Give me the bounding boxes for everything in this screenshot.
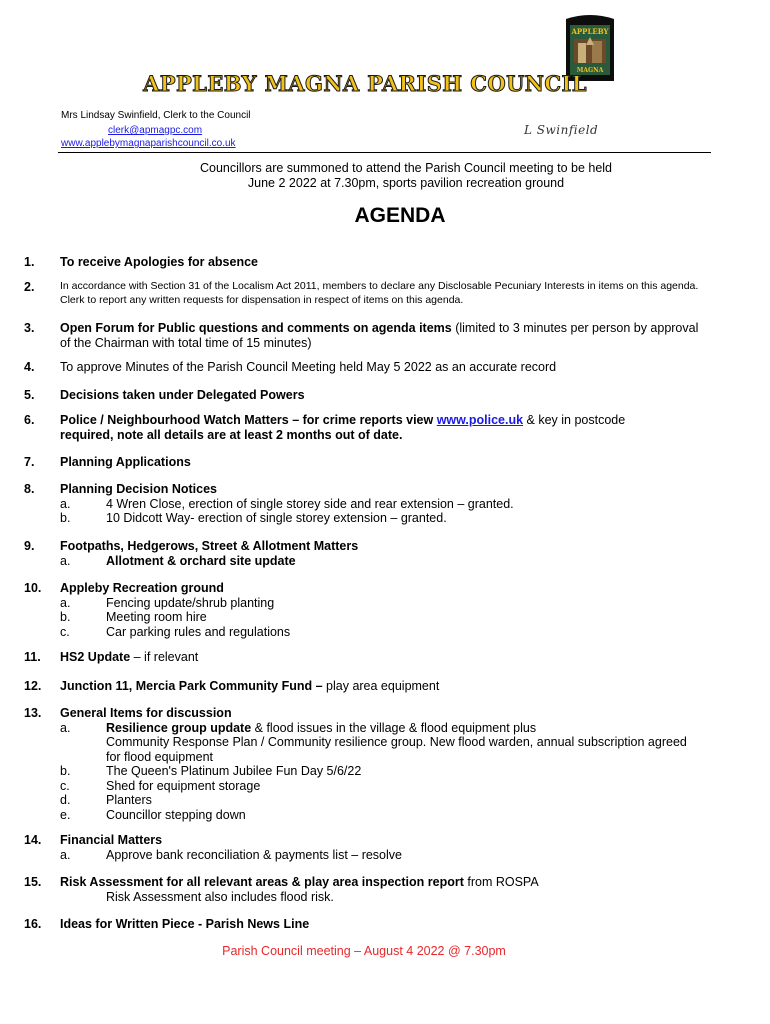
item-number: 13. xyxy=(24,706,42,720)
sub-letter: b. xyxy=(60,764,71,778)
item-bold-text: Open Forum for Public questions and comments on agenda items xyxy=(60,321,452,335)
item-bold-text: Risk Assessment for all relevant areas & play area inspection report xyxy=(60,875,464,889)
sub-letter: a. xyxy=(60,595,71,610)
council-title: APPLEBY MAGNA PARISH COUNCIL xyxy=(143,71,587,96)
summons-line-2: June 2 2022 at 7.30pm, sports pavilion recreation ground xyxy=(247,176,565,190)
item-rest-text: from ROSPA xyxy=(463,875,539,889)
sub-text: 10 Didcott Way- erection of single storey extension – granted. xyxy=(106,511,447,525)
sub-item xyxy=(60,596,704,611)
sub-item xyxy=(60,808,704,823)
sub-letter: a. xyxy=(60,720,71,735)
item-text xyxy=(60,413,704,442)
item-text xyxy=(60,321,704,350)
item-text xyxy=(60,650,704,665)
sub-text: Councillor stepping down xyxy=(106,807,246,822)
sub-letter: b. xyxy=(60,610,71,624)
sub-item xyxy=(60,610,704,625)
sub-text-continued: Community Response Plan / Community resilience group. New flood warden, annual subscription agreed for flood equipment xyxy=(106,735,687,764)
item-bold-text: Junction 11, Mercia Park Community Fund – xyxy=(60,679,323,693)
item-rest-text: play area equipment xyxy=(322,679,440,693)
item-text: Planning Applications xyxy=(60,455,191,469)
sub-letter: e. xyxy=(60,807,71,822)
item-text: To receive Apologies for absence xyxy=(60,255,258,269)
logo-text-bottom: MAGNA xyxy=(576,67,604,74)
item-number: 4. xyxy=(24,360,35,374)
website-link[interactable]: www.applebymagnaparishcouncil.co.uk xyxy=(61,138,236,149)
meeting-summons xyxy=(0,161,770,191)
item-number: 6. xyxy=(24,413,35,427)
item-text: General Items for discussion xyxy=(60,706,232,720)
sub-text: Meeting room hire xyxy=(106,610,207,624)
item-text xyxy=(60,679,704,694)
sub-letter: a. xyxy=(60,553,71,568)
item-text: Appleby Recreation ground xyxy=(60,581,224,595)
item-bold-text: HS2 Update xyxy=(60,650,131,664)
sub-letter: b. xyxy=(60,511,71,525)
sub-item xyxy=(60,764,704,779)
sub-letter: a. xyxy=(60,847,71,862)
item-number: 16. xyxy=(24,917,42,931)
police-link[interactable]: www.police.uk xyxy=(436,413,524,427)
item-text: Footpaths, Hedgerows, Street & Allotment Matters xyxy=(60,539,359,553)
sub-text: Allotment & orchard site update xyxy=(106,553,296,568)
item-number: 2. xyxy=(24,280,35,294)
item-text: Decisions taken under Delegated Powers xyxy=(60,388,305,402)
item-bold-text: Police / Neighbourhood Watch Matters – for crime reports view xyxy=(60,413,437,427)
item-number: 1. xyxy=(24,255,35,269)
agenda-title: AGENDA xyxy=(354,204,446,227)
item-text: Financial Matters xyxy=(60,833,163,847)
item-text: Ideas for Written Piece - Parish News Line xyxy=(60,917,310,931)
next-meeting-notice: Parish Council meeting – August 4 2022 @ 7.30pm xyxy=(222,944,506,958)
item-number: 10. xyxy=(24,581,42,595)
sub-text: Car parking rules and regulations xyxy=(106,624,291,639)
item-bold-text-2: required, note all details are at least 2 months out of date. xyxy=(60,427,403,442)
clerk-name: Mrs Lindsay Swinfield, Clerk to the Council xyxy=(61,110,251,121)
item-number: 8. xyxy=(24,482,35,496)
sub-text: Planters xyxy=(106,793,152,807)
sub-text: Approve bank reconciliation & payments list – resolve xyxy=(106,847,402,862)
sub-item xyxy=(60,721,704,765)
item-text xyxy=(60,875,704,890)
sub-item xyxy=(60,497,704,512)
sub-text: 4 Wren Close, erection of single storey side and rear extension – granted. xyxy=(106,496,514,511)
sub-text: & flood issues in the village & flood equipment plus xyxy=(251,720,537,735)
sub-letter: d. xyxy=(60,793,71,807)
logo-text-top: APPLEBY xyxy=(571,27,609,36)
sub-letter: a. xyxy=(60,496,71,511)
item-number: 15. xyxy=(24,875,42,889)
clerk-signature: L Swinfield xyxy=(524,123,599,137)
sub-item xyxy=(60,793,704,808)
item-number: 12. xyxy=(24,679,42,693)
header-divider xyxy=(58,152,711,153)
email-link[interactable]: clerk@apmagpc.com xyxy=(108,125,203,136)
item-number: 7. xyxy=(24,455,35,469)
item-text: In accordance with Section 31 of the Localism Act 2011, members to declare any Disclosable Pecuniary Interests in items on this agenda. Clerk to report any written requests for dispensation in respect of items on this agenda. xyxy=(60,280,699,306)
summons-line-1: Councillors are summoned to attend the Parish Council meeting to be held xyxy=(199,161,613,175)
item-number: 11. xyxy=(24,650,41,664)
sub-text: Fencing update/shrub planting xyxy=(106,595,275,610)
item-number: 14. xyxy=(24,833,42,847)
item-number: 3. xyxy=(24,321,35,335)
item-number: 9. xyxy=(24,539,35,553)
sub-item xyxy=(60,511,704,526)
sub-letter: c. xyxy=(60,778,70,793)
item-text-line-2: Risk Assessment also includes flood risk. xyxy=(106,889,334,904)
item-text: To approve Minutes of the Parish Council Meeting held May 5 2022 as an accurate record xyxy=(60,360,557,374)
sub-item xyxy=(60,554,704,569)
item-text: Planning Decision Notices xyxy=(60,482,217,496)
item-rest-text: (limited to 3 minutes per person by approval of the Chairman with total time of 15 minutes) xyxy=(60,321,699,350)
item-number: 5. xyxy=(24,388,35,402)
item-rest-text: – if relevant xyxy=(130,650,199,664)
sub-letter: c. xyxy=(60,624,70,639)
sub-item xyxy=(60,848,704,863)
sub-bold-text: Resilience group update xyxy=(106,720,252,735)
item-rest-text: & key in postcode xyxy=(523,413,626,427)
sub-item xyxy=(60,779,704,794)
sub-text: Shed for equipment storage xyxy=(106,778,261,793)
sub-item xyxy=(60,625,704,640)
sub-text: The Queen's Platinum Jubilee Fun Day 5/6/22 xyxy=(106,764,362,778)
